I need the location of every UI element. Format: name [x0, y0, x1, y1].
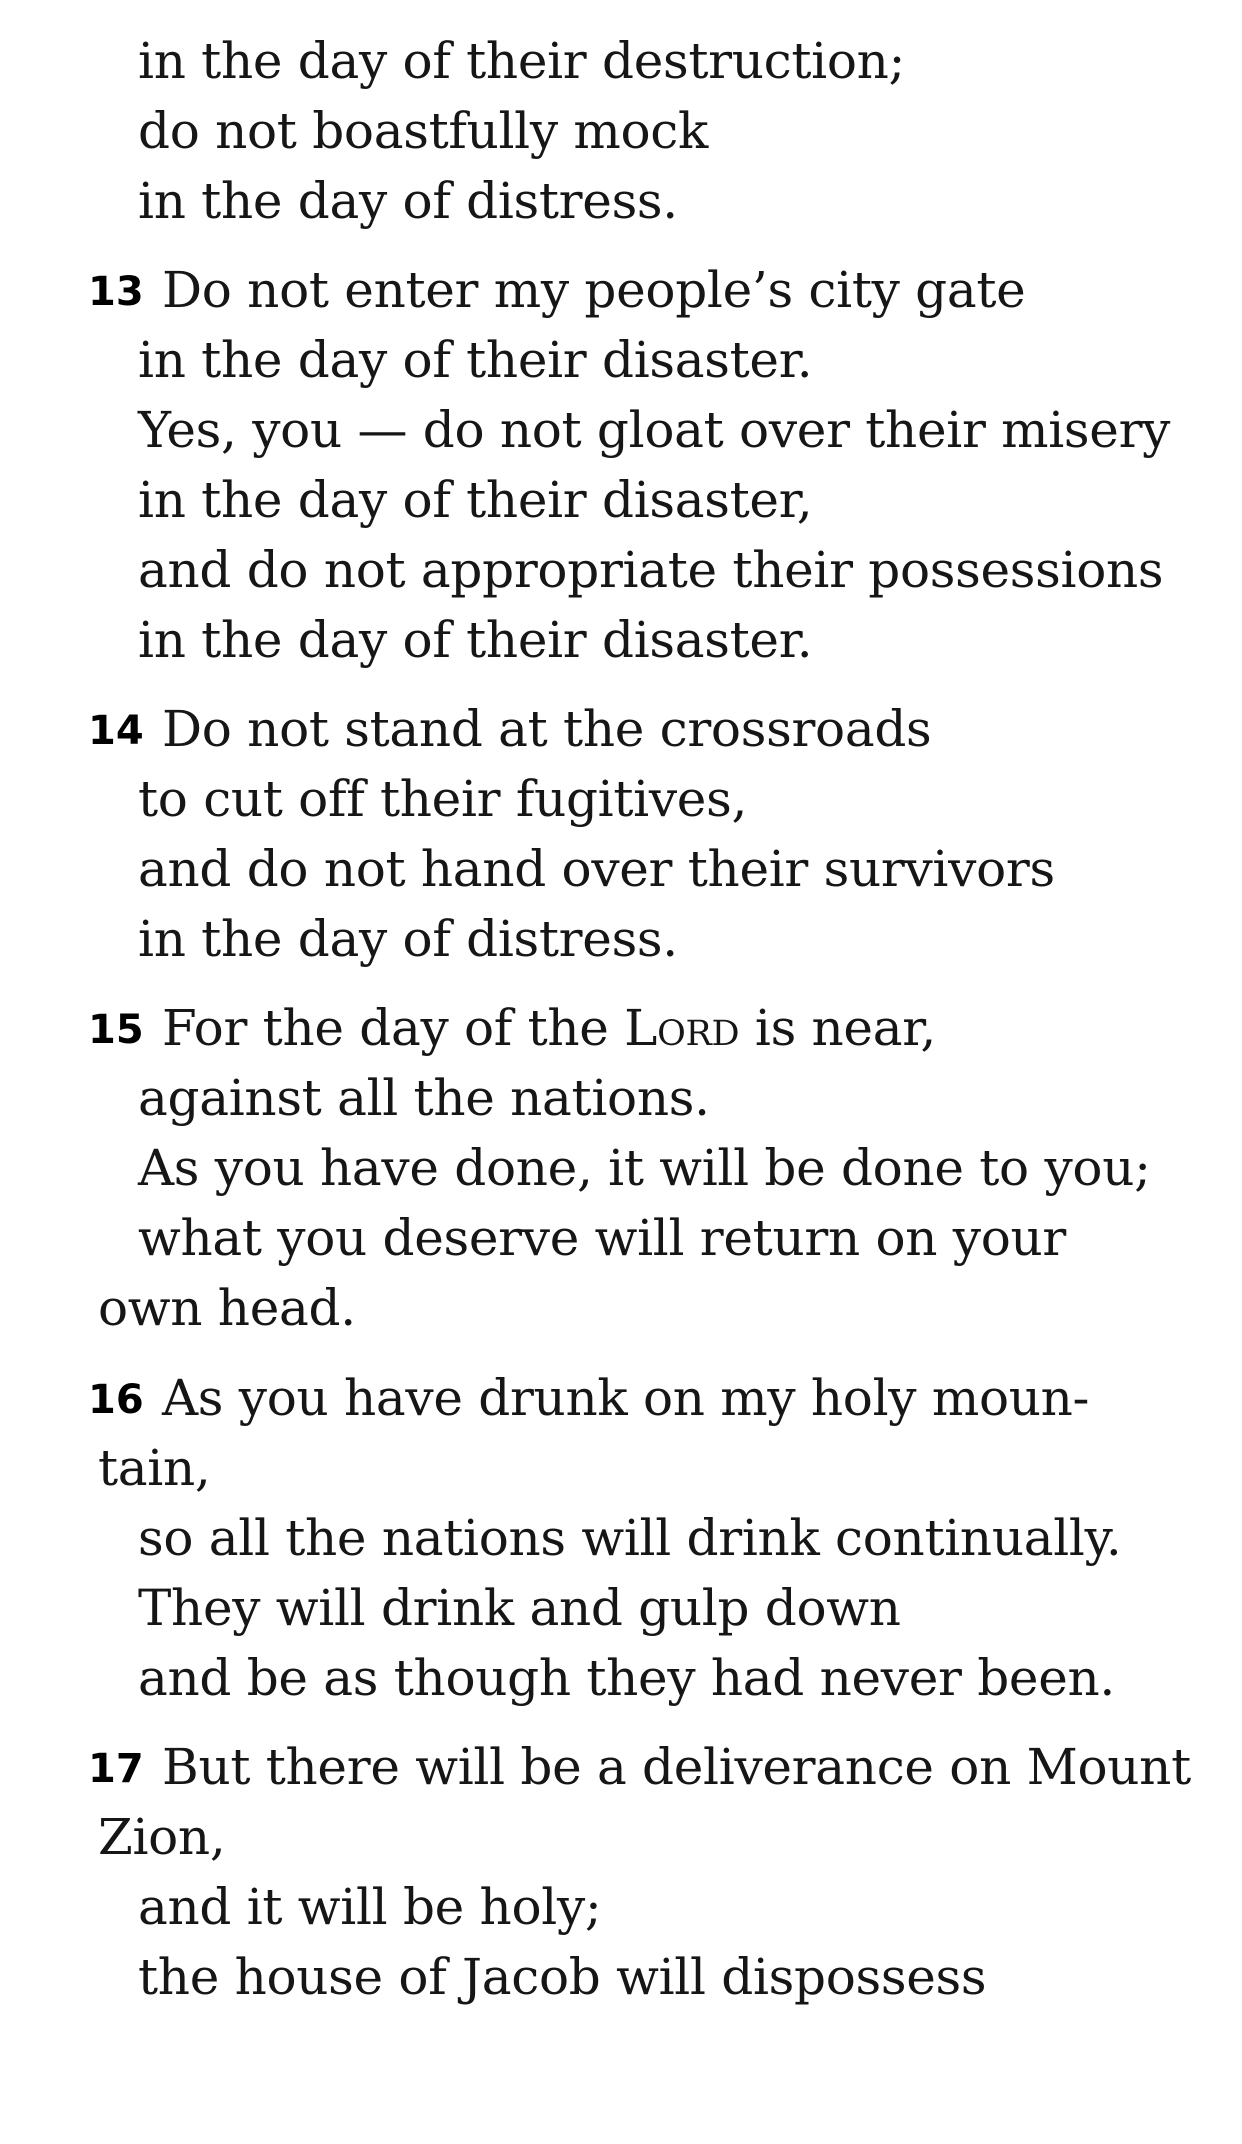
poem-line: Do not stand at the crossroads [162, 700, 932, 758]
poem-line: in the day of their disaster. [138, 331, 813, 389]
poem-line: so all the nations will drink continually. [138, 1509, 1122, 1567]
poem-line: They will drink and gulp down [138, 1579, 901, 1637]
poem-line: in the day of their disaster, [138, 471, 813, 529]
poem-line: own head. [98, 1279, 356, 1337]
poem-line: Do not enter my people’s city gate [162, 261, 1026, 319]
line-text: is near, [739, 999, 936, 1057]
verse-number: 17 [88, 1746, 144, 1792]
verse-number: 15 [88, 1007, 144, 1053]
poem-line: do not boastfully mock [138, 102, 709, 160]
poem-line: against all the nations. [138, 1069, 710, 1127]
poem-line: and do not hand over their survivors [138, 840, 1055, 898]
verse-number: 14 [88, 708, 144, 754]
poem-line: the house of Jacob will dispossess [138, 1948, 987, 2006]
line-text: For the day of the [162, 999, 625, 1057]
poem-line [162, 993, 936, 1063]
verse-number: 16 [88, 1377, 144, 1423]
poem-line: and do not appropriate their possessions [138, 541, 1164, 599]
poem-line: what you deserve will return on your [138, 1209, 1067, 1267]
divine-name-smallcaps: Lord [624, 999, 740, 1057]
poem-line: in the day of their destruction; [138, 32, 906, 90]
poem-line: in the day of distress. [138, 172, 678, 230]
poem-line: and be as though they had never been. [138, 1649, 1116, 1707]
poem-line: to cut off their fugitives, [138, 770, 748, 828]
poem-line: in the day of their disaster. [138, 611, 813, 669]
poem-line: Yes, you — do not gloat over their misery [138, 401, 1171, 459]
poem-line: in the day of distress. [138, 910, 678, 968]
poem-line: Zion, [98, 1808, 226, 1866]
poem-line: But there will be a deliverance on Mount [162, 1738, 1191, 1796]
poem-line: As you have drunk on my holy moun- [162, 1369, 1090, 1427]
poem-line: As you have done, it will be done to you; [138, 1139, 1151, 1197]
poem-line: tain, [98, 1439, 211, 1497]
poem-line: and it will be holy; [138, 1878, 602, 1936]
verse-number: 13 [88, 269, 144, 315]
